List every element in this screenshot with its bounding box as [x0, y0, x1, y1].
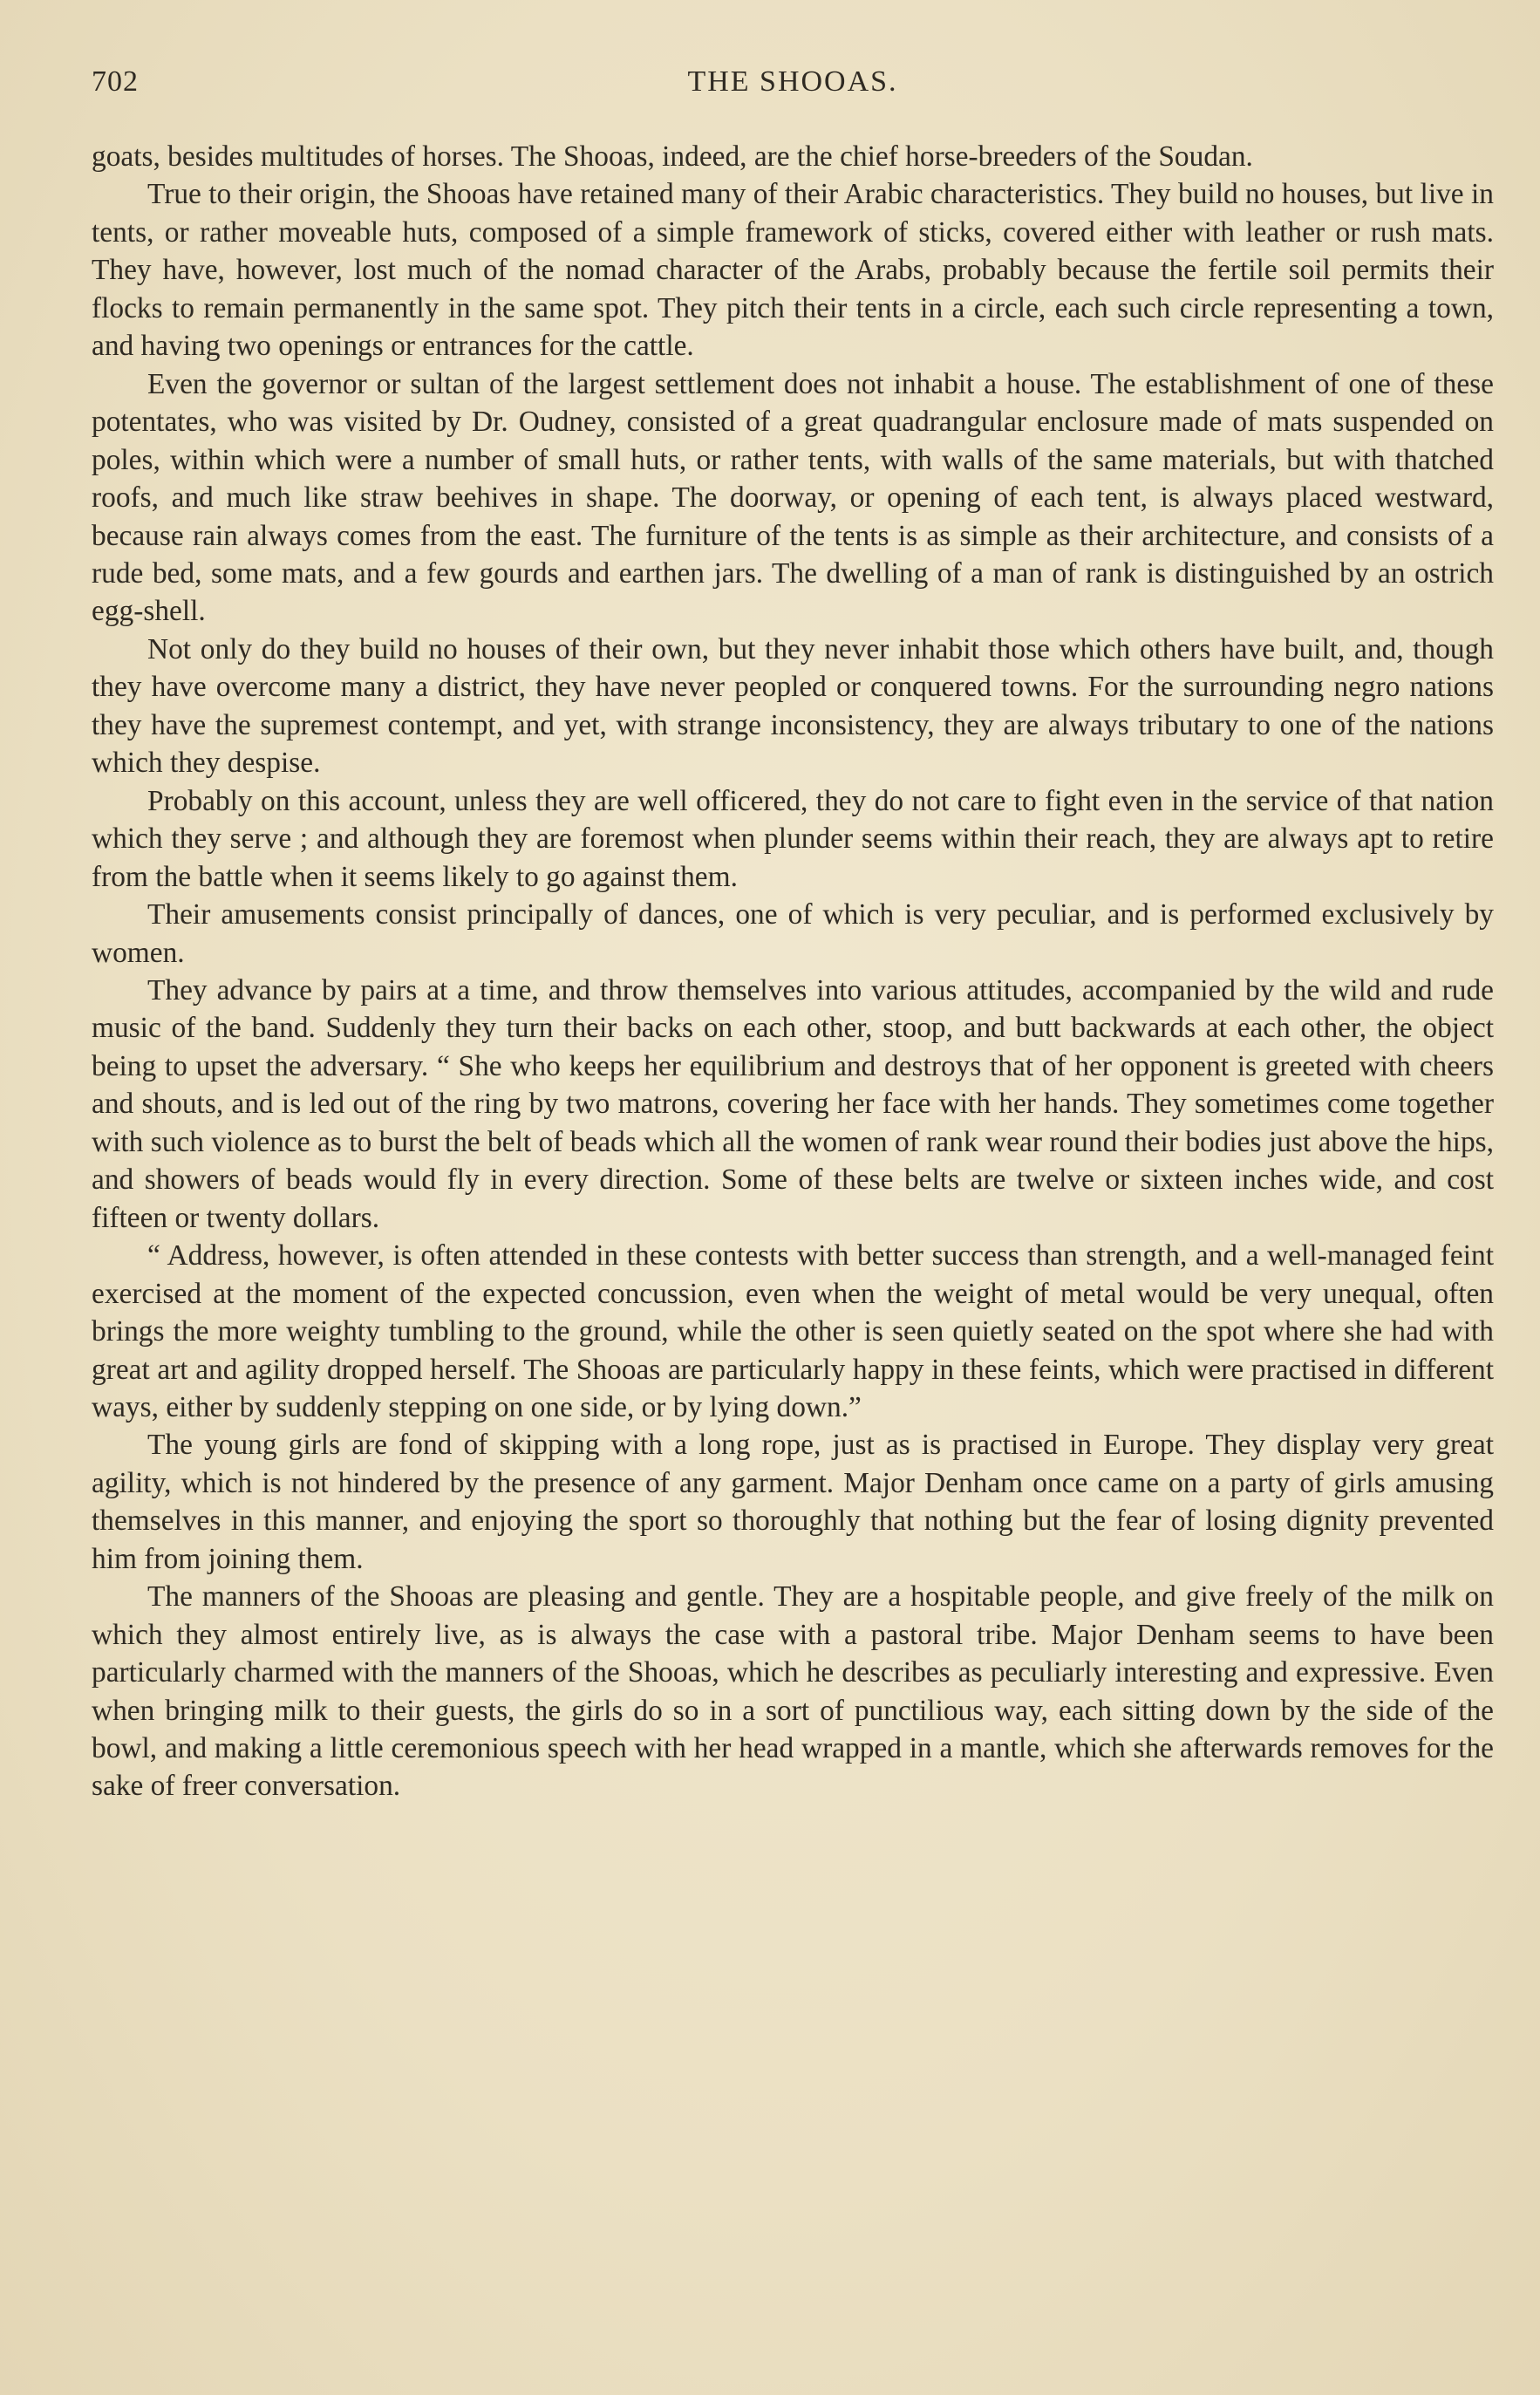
- paragraph-continuation: goats, besides multitudes of horses. The Shooas, indeed, are the chief horse-breeders of the Soudan.: [92, 140, 1253, 173]
- book-page: [92, 56, 1494, 1805]
- paragraph-manners: The manners of the Shooas are pleasing and gentle. They are a hospitable people, and give freely of the milk on which they almost entirely live, as is always the case with a pastoral tribe. Major Denham seems to have been particularly charmed with the manners of the Shooas, which he describes as peculiarly interesting and expressive. Even when bringing milk to their guests, the girls do so in a sort of punctilious way, each sitting down by the side of the bowl, and making a little ceremonious speech with her head wrapped in a mantle, which she afterwards removes for the sake of freer conversation.: [92, 1580, 1494, 1803]
- paragraph-amusements: Their amusements consist principally of dances, one of which is very peculiar, and is performed exclusively by women.: [92, 898, 1494, 969]
- page-number: 702: [92, 65, 139, 98]
- paragraph-sultan: Even the governor or sultan of the largest settlement does not inhabit a house. The establishment of one of these potentates, who was visited by Dr. Oudney, consisted of a great quadrangular enclosure made of mats suspended on poles, within which were a number of small huts, or rather tents, with walls of the same materials, but with thatched roofs, and much like straw beehives in shape. The doorway, or opening of each tent, is always placed westward, because rain always comes from the east. The furniture of the tents is as simple as their architecture, and consists of a rude bed, some mats, and a few gourds and earthen jars. The dwelling of a man of rank is distinguished by an ostrich egg-shell.: [92, 367, 1494, 628]
- paragraph-fighting: Probably on this account, unless they are well officered, they do not care to fight even in the service of that nation which they serve ; and although they are foremost when plunder seems within their reach, they are always apt to retire from the battle when it seems likely to go against them.: [92, 784, 1494, 893]
- body-text: [92, 138, 1494, 1805]
- paragraph-dance: They advance by pairs at a time, and throw themselves into various attitudes, accompanied by the wild and rude music of the band. Suddenly they turn their backs on each other, stoop, and butt backwards at each other, the object being to upset the adversary. “ She who keeps her equilibrium and destroys that of her opponent is greeted with cheers and shouts, and is led out of the ring by two matrons, covering her face with her hands. They sometimes come together with such violence as to burst the belt of beads which all the women of rank wear round their bodies just above the hips, and showers of beads would fly in every direction. Some of these belts are twelve or sixteen inches wide, and cost fifteen or twenty dollars.: [92, 973, 1494, 1234]
- paragraph-houses: Not only do they build no houses of their own, but they never inhabit those which others have built, and, though they have overcome many a district, they have never peopled or conquered towns. For the surrounding negro nations they have the supremest contempt, and yet, with strange inconsistency, they are always tributary to one of the nations which they despise.: [92, 632, 1494, 780]
- paragraph-skipping: The young girls are fond of skipping with a long rope, just as is practised in Europe. They display very great agility, which is not hindered by the presence of any garment. Major Denham once came on a party of girls amusing themselves in this manner, and enjoying the sport so thoroughly that nothing but the fear of losing dignity prevented him from joining them.: [92, 1429, 1494, 1575]
- running-title: THE SHOOAS.: [687, 65, 898, 98]
- page-header: [92, 56, 1494, 108]
- paragraph-address: “ Address, however, is often attended in these contests with better success than strength, and a well-managed feint exercised at the moment of the expected concussion, even when the weight of metal would be very unequal, often brings the more weighty tumbling to the ground, while the other is seen quietly seated on the spot where she had with great art and agility dropped herself. The Shooas are particularly happy in these feints, which were practised in different ways, either by suddenly stepping on one side, or by lying down.”: [92, 1239, 1494, 1423]
- paragraph-origin: True to their origin, the Shooas have retained many of their Arabic characteristics. They build no houses, but live in tents, or rather moveable huts, composed of a simple framework of sticks, covered either with leather or rush mats. They have, however, lost much of the nomad character of the Arabs, probably because the fertile soil permits their flocks to remain permanently in the same spot. They pitch their tents in a circle, each such circle representing a town, and having two openings or entrances for the cattle.: [92, 178, 1494, 363]
